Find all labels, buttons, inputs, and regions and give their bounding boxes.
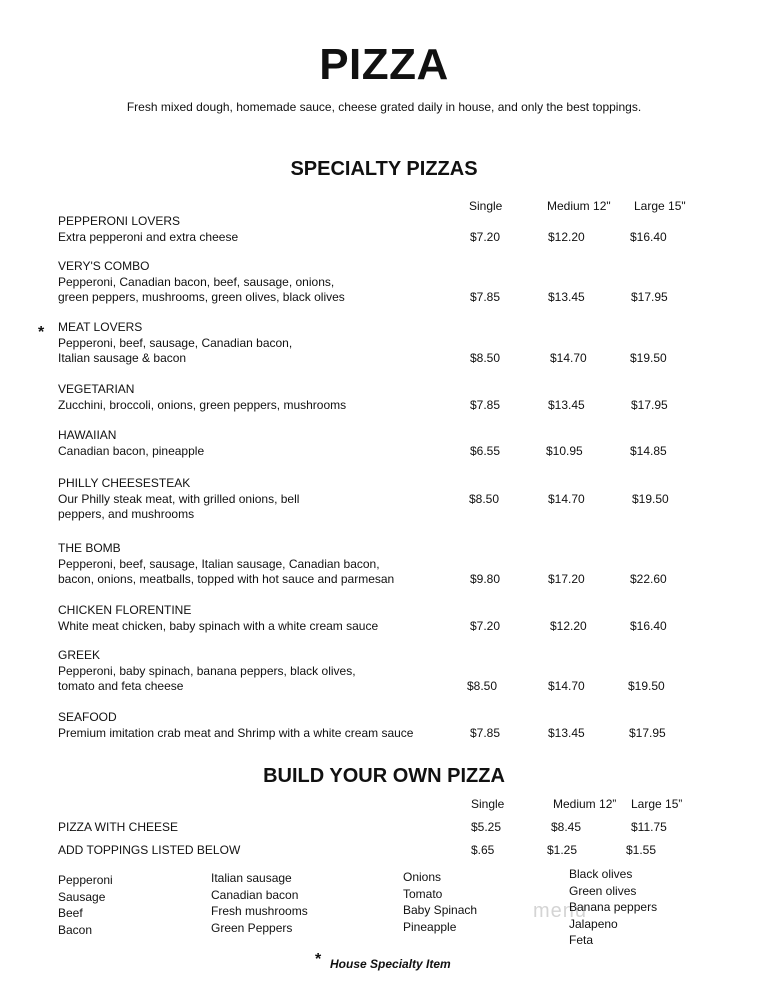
- specialty-price-medium: $14.70: [548, 491, 585, 506]
- specialty-price-large: $19.50: [630, 351, 667, 365]
- specialty-item-description: Extra pepperoni and extra cheese: [58, 229, 239, 244]
- build-row-cheese-label: PIZZA WITH CHEESE: [58, 820, 179, 834]
- specialty-item-description: White meat chicken, baby spinach with a white cream sauce: [58, 618, 379, 633]
- specialty-price-large: $16.40: [630, 618, 667, 633]
- topping-item: Jalapeno: [569, 916, 618, 931]
- toppings-col-4: [569, 866, 657, 949]
- build-row-toppings-price-single: $.65: [471, 843, 495, 857]
- topping-item: Onions: [403, 870, 442, 884]
- specialty-col-medium: Medium 12": [547, 199, 611, 213]
- build-row-toppings-price-medium: $1.25: [547, 843, 578, 857]
- house-specialty-note: House Specialty Item: [330, 957, 451, 971]
- specialty-price-single: $6.55: [470, 443, 501, 458]
- specialty-item-name: PEPPERONI LOVERS: [58, 214, 181, 228]
- build-row-cheese-price-large: $11.75: [631, 820, 667, 834]
- specialty-price-single: $7.20: [470, 618, 501, 633]
- toppings-col-1: [58, 872, 113, 938]
- specialty-price-medium: $14.70: [550, 351, 587, 365]
- topping-item: Bacon: [58, 922, 93, 937]
- specialty-price-single: $7.20: [470, 229, 501, 244]
- specialty-price-large: $17.95: [631, 290, 668, 304]
- specialty-price-large: $22.60: [630, 572, 667, 586]
- specialty-price-medium: $17.20: [548, 572, 585, 586]
- specialty-item-description: Canadian bacon, pineapple: [58, 443, 205, 458]
- specialty-price-medium: $13.45: [548, 290, 585, 304]
- specialty-item-name: HAWAIIAN: [58, 428, 117, 442]
- specialty-price-medium: $12.20: [550, 618, 587, 633]
- specialty-item-description: Pepperoni, beef, sausage, Canadian bacon,: [58, 335, 293, 350]
- build-row-toppings-price-large: $1.55: [626, 843, 657, 857]
- specialty-price-single: $7.85: [470, 290, 501, 304]
- watermark: menu: [533, 900, 588, 922]
- specialty-item-description: Italian sausage & bacon: [58, 351, 187, 365]
- topping-item: Tomato: [403, 886, 443, 901]
- specialty-price-medium: $12.20: [548, 229, 585, 244]
- topping-item: Black olives: [569, 867, 633, 881]
- specialty-item-description: green peppers, mushrooms, green olives, black olives: [58, 290, 345, 304]
- toppings-col-3: [403, 869, 477, 935]
- specialty-price-medium: $13.45: [548, 725, 585, 740]
- specialty-item-name: VERY'S COMBO: [58, 259, 150, 273]
- topping-item: Canadian bacon: [211, 887, 299, 902]
- specialty-price-medium: $14.70: [548, 679, 585, 693]
- topping-item: Green Peppers: [211, 920, 293, 935]
- specialty-item-description: Pepperoni, Canadian bacon, beef, sausage, onions,: [58, 274, 335, 289]
- specialty-col-single: Single: [469, 199, 503, 213]
- specialty-price-large: $17.95: [631, 397, 668, 412]
- specialty-heading: SPECIALTY PIZZAS: [290, 158, 478, 180]
- specialty-price-large: $17.95: [629, 725, 666, 740]
- page-title: PIZZA: [319, 40, 449, 89]
- topping-item: Baby Spinach: [403, 903, 478, 918]
- build-col-single: Single: [471, 797, 505, 811]
- specialty-item-description: Pepperoni, baby spinach, banana peppers, black olives,: [58, 663, 356, 678]
- house-specialty-marker: *: [38, 324, 45, 341]
- specialty-item-name: THE BOMB: [58, 541, 121, 555]
- specialty-item-description: Zucchini, broccoli, onions, green peppers, mushrooms: [58, 397, 347, 412]
- topping-item: Fresh mushrooms: [211, 904, 308, 919]
- build-heading: BUILD YOUR OWN PIZZA: [263, 765, 505, 787]
- specialty-item-name: VEGETARIAN: [58, 382, 135, 396]
- house-specialty-marker: *: [315, 951, 322, 968]
- specialty-item-name: PHILLY CHEESESTEAK: [58, 476, 191, 490]
- specialty-price-large: $16.40: [630, 229, 667, 244]
- specialty-item-description: Our Philly steak meat, with grilled onions, bell: [58, 491, 300, 506]
- topping-item: Banana peppers: [569, 900, 658, 915]
- specialty-price-large: $19.50: [628, 679, 665, 693]
- topping-item: Sausage: [58, 889, 106, 904]
- specialty-price-large: $19.50: [632, 491, 669, 506]
- specialty-item-description: Pepperoni, beef, sausage, Italian sausage, Canadian bacon,: [58, 556, 380, 571]
- topping-item: Green olives: [569, 883, 637, 898]
- specialty-item-name: SEAFOOD: [58, 710, 117, 724]
- page-subtitle: Fresh mixed dough, homemade sauce, cheese grated daily in house, and only the best toppings.: [126, 100, 642, 114]
- specialty-price-medium: $13.45: [548, 397, 585, 412]
- specialty-price-single: $8.50: [470, 351, 501, 365]
- specialty-price-single: $7.85: [470, 397, 501, 412]
- specialty-item-name: GREEK: [58, 648, 101, 662]
- specialty-price-medium: $10.95: [546, 443, 583, 458]
- topping-item: Feta: [569, 933, 594, 948]
- specialty-item-name: CHICKEN FLORENTINE: [58, 603, 192, 617]
- specialty-item-description: Premium imitation crab meat and Shrimp with a white cream sauce: [58, 725, 414, 740]
- topping-item: Pepperoni: [58, 873, 113, 887]
- build-col-large: Large 15”: [631, 797, 683, 811]
- topping-item: Beef: [58, 906, 83, 921]
- build-col-medium: Medium 12”: [553, 797, 617, 811]
- specialty-item-name: MEAT LOVERS: [58, 320, 143, 334]
- specialty-price-single: $7.85: [470, 725, 501, 740]
- specialty-col-large: Large 15": [634, 199, 686, 213]
- toppings-col-2: [211, 870, 308, 936]
- specialty-item-description: bacon, onions, meatballs, topped with hot sauce and parmesan: [58, 572, 395, 586]
- build-row-cheese-price-single: $5.25: [471, 820, 502, 834]
- topping-item: Pineapple: [403, 919, 457, 934]
- specialty-price-single: $8.50: [469, 491, 500, 506]
- specialty-price-large: $14.85: [630, 443, 667, 458]
- build-row-toppings-label: ADD TOPPINGS LISTED BELOW: [58, 843, 241, 857]
- specialty-item-description: peppers, and mushrooms: [58, 507, 195, 521]
- specialty-item-description: tomato and feta cheese: [58, 679, 184, 693]
- specialty-price-single: $8.50: [467, 679, 498, 693]
- topping-item: Italian sausage: [211, 871, 292, 885]
- specialty-price-single: $9.80: [470, 572, 501, 586]
- build-row-cheese-price-medium: $8.45: [551, 820, 582, 834]
